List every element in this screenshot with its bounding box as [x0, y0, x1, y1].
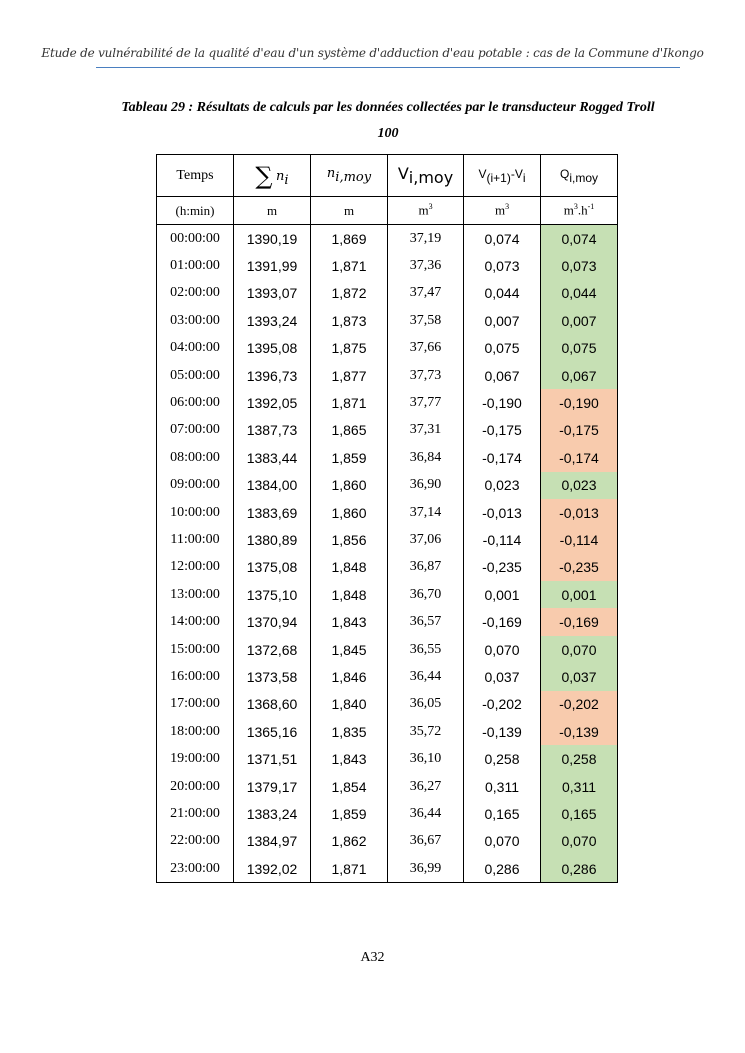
cell-n-moy: 1,843 — [311, 745, 388, 772]
cell-q-moy: 0,001 — [541, 581, 618, 608]
header-row-symbols — [157, 155, 618, 197]
cell-q-moy: -0,139 — [541, 718, 618, 745]
cell-q-moy: 0,070 — [541, 828, 618, 855]
cell-q-moy: 0,073 — [541, 252, 618, 279]
cell-time: 17:00:00 — [157, 691, 234, 718]
table-row — [157, 280, 618, 307]
table-row — [157, 554, 618, 581]
cell-q-moy: -0,174 — [541, 444, 618, 471]
cell-sum-n: 1392,02 — [234, 855, 311, 883]
cell-q-moy: 0,311 — [541, 773, 618, 800]
cell-n-moy: 1,871 — [311, 252, 388, 279]
cell-sum-n: 1383,69 — [234, 499, 311, 526]
cell-time: 03:00:00 — [157, 307, 234, 334]
cell-delta-v: -0,174 — [464, 444, 541, 471]
cell-q-moy: 0,067 — [541, 362, 618, 389]
cell-sum-n: 1371,51 — [234, 745, 311, 772]
cell-v-moy: 37,73 — [388, 362, 464, 389]
cell-q-moy: 0,165 — [541, 800, 618, 827]
table-row — [157, 773, 618, 800]
cell-delta-v: 0,311 — [464, 773, 541, 800]
cell-time: 10:00:00 — [157, 499, 234, 526]
cell-q-moy: -0,235 — [541, 554, 618, 581]
table-row — [157, 444, 618, 471]
cell-sum-n: 1383,24 — [234, 800, 311, 827]
cell-v-moy: 36,84 — [388, 444, 464, 471]
cell-delta-v: -0,139 — [464, 718, 541, 745]
cell-sum-n: 1392,05 — [234, 389, 311, 416]
cell-time: 06:00:00 — [157, 389, 234, 416]
cell-q-moy: -0,013 — [541, 499, 618, 526]
cell-delta-v: 0,007 — [464, 307, 541, 334]
cell-q-moy: 0,286 — [541, 855, 618, 883]
cell-time: 12:00:00 — [157, 554, 234, 581]
table-row — [157, 526, 618, 553]
table-row — [157, 335, 618, 362]
page-number: A32 — [360, 950, 385, 965]
cell-q-moy: -0,190 — [541, 389, 618, 416]
table-body — [157, 225, 618, 883]
cell-delta-v: 0,067 — [464, 362, 541, 389]
cell-v-moy: 36,87 — [388, 554, 464, 581]
col-header-q-moy: $Q_{i,moy}$ — [541, 155, 618, 197]
cell-v-moy: 36,27 — [388, 773, 464, 800]
cell-v-moy: 36,55 — [388, 636, 464, 663]
cell-sum-n: 1375,10 — [234, 581, 311, 608]
cell-sum-n: 1380,89 — [234, 526, 311, 553]
cell-n-moy: 1,865 — [311, 417, 388, 444]
cell-time: 14:00:00 — [157, 608, 234, 635]
cell-delta-v: 0,286 — [464, 855, 541, 883]
cell-sum-n: 1384,97 — [234, 828, 311, 855]
cell-time: 18:00:00 — [157, 718, 234, 745]
cell-n-moy: 1,840 — [311, 691, 388, 718]
cell-time: 08:00:00 — [157, 444, 234, 471]
table-row — [157, 663, 618, 690]
table-row — [157, 417, 618, 444]
col-header-time: Temps — [157, 155, 234, 197]
running-header: Etude de vulnérabilité de la qualité d'eau d'un système d'adduction d'eau potable : cas de la Commune d'Ikongo — [41, 46, 704, 60]
cell-sum-n: 1396,73 — [234, 362, 311, 389]
cell-delta-v: 0,001 — [464, 581, 541, 608]
table-row — [157, 307, 618, 334]
cell-sum-n: 1379,17 — [234, 773, 311, 800]
cell-delta-v: -0,013 — [464, 499, 541, 526]
cell-v-moy: 37,31 — [388, 417, 464, 444]
cell-sum-n: 1395,08 — [234, 335, 311, 362]
cell-sum-n: 1390,19 — [234, 225, 311, 253]
cell-v-moy: 36,70 — [388, 581, 464, 608]
cell-delta-v: -0,235 — [464, 554, 541, 581]
unit-v-moy: $m^3$ — [388, 197, 464, 225]
table-row — [157, 472, 618, 499]
cell-delta-v: 0,070 — [464, 828, 541, 855]
cell-n-moy: 1,859 — [311, 444, 388, 471]
table-row — [157, 252, 618, 279]
cell-delta-v: -0,175 — [464, 417, 541, 444]
cell-sum-n: 1387,73 — [234, 417, 311, 444]
cell-time: 04:00:00 — [157, 335, 234, 362]
results-table — [156, 154, 618, 883]
cell-sum-n: 1391,99 — [234, 252, 311, 279]
table-row — [157, 581, 618, 608]
cell-n-moy: 1,877 — [311, 362, 388, 389]
col-header-v-moy: $V_{i,moy}$ — [388, 155, 464, 197]
table-row — [157, 745, 618, 772]
cell-delta-v: 0,074 — [464, 225, 541, 253]
col-header-delta-v: $V_{(i+1)}-V_i$ — [464, 155, 541, 197]
cell-time: 11:00:00 — [157, 526, 234, 553]
cell-sum-n: 1375,08 — [234, 554, 311, 581]
cell-time: 13:00:00 — [157, 581, 234, 608]
unit-n-moy: m — [311, 197, 388, 225]
cell-n-moy: 1,873 — [311, 307, 388, 334]
cell-q-moy: 0,074 — [541, 225, 618, 253]
header-row-units — [157, 197, 618, 225]
table-row — [157, 225, 618, 253]
cell-n-moy: 1,875 — [311, 335, 388, 362]
cell-time: 20:00:00 — [157, 773, 234, 800]
cell-time: 15:00:00 — [157, 636, 234, 663]
cell-sum-n: 1368,60 — [234, 691, 311, 718]
cell-v-moy: 36,99 — [388, 855, 464, 883]
cell-sum-n: 1393,07 — [234, 280, 311, 307]
cell-n-moy: 1,835 — [311, 718, 388, 745]
cell-sum-n: 1365,16 — [234, 718, 311, 745]
cell-v-moy: 36,44 — [388, 663, 464, 690]
cell-v-moy: 36,90 — [388, 472, 464, 499]
cell-n-moy: 1,872 — [311, 280, 388, 307]
cell-v-moy: 36,67 — [388, 828, 464, 855]
cell-delta-v: 0,044 — [464, 280, 541, 307]
cell-n-moy: 1,856 — [311, 526, 388, 553]
cell-n-moy: 1,860 — [311, 472, 388, 499]
cell-delta-v: -0,114 — [464, 526, 541, 553]
col-header-n-moy: $n_{i,moy}$ — [311, 155, 388, 197]
cell-sum-n: 1373,58 — [234, 663, 311, 690]
cell-time: 05:00:00 — [157, 362, 234, 389]
cell-q-moy: -0,202 — [541, 691, 618, 718]
cell-v-moy: 37,14 — [388, 499, 464, 526]
cell-v-moy: 35,72 — [388, 718, 464, 745]
cell-v-moy: 37,19 — [388, 225, 464, 253]
cell-v-moy: 37,06 — [388, 526, 464, 553]
cell-time: 21:00:00 — [157, 800, 234, 827]
table-row — [157, 855, 618, 883]
table-row — [157, 362, 618, 389]
cell-time: 02:00:00 — [157, 280, 234, 307]
unit-time: (h:min) — [157, 197, 234, 225]
cell-sum-n: 1370,94 — [234, 608, 311, 635]
cell-n-moy: 1,854 — [311, 773, 388, 800]
cell-n-moy: 1,860 — [311, 499, 388, 526]
cell-delta-v: 0,070 — [464, 636, 541, 663]
cell-time: 00:00:00 — [157, 225, 234, 253]
cell-time: 01:00:00 — [157, 252, 234, 279]
cell-delta-v: 0,165 — [464, 800, 541, 827]
cell-time: 19:00:00 — [157, 745, 234, 772]
cell-n-moy: 1,871 — [311, 855, 388, 883]
cell-q-moy: 0,007 — [541, 307, 618, 334]
cell-delta-v: -0,202 — [464, 691, 541, 718]
table-row — [157, 718, 618, 745]
cell-q-moy: 0,023 — [541, 472, 618, 499]
table-row — [157, 608, 618, 635]
header-rule — [96, 67, 680, 68]
cell-v-moy: 37,58 — [388, 307, 464, 334]
cell-v-moy: 37,47 — [388, 280, 464, 307]
table-row — [157, 828, 618, 855]
col-header-sum-n: ∑ $n_i$ — [234, 155, 311, 197]
cell-q-moy: 0,258 — [541, 745, 618, 772]
cell-q-moy: 0,037 — [541, 663, 618, 690]
cell-n-moy: 1,848 — [311, 554, 388, 581]
cell-v-moy: 36,44 — [388, 800, 464, 827]
cell-v-moy: 37,36 — [388, 252, 464, 279]
caption-line-2: 100 — [377, 126, 399, 141]
cell-n-moy: 1,862 — [311, 828, 388, 855]
cell-time: 23:00:00 — [157, 855, 234, 883]
cell-delta-v: 0,258 — [464, 745, 541, 772]
table-row — [157, 499, 618, 526]
cell-delta-v: 0,073 — [464, 252, 541, 279]
cell-time: 07:00:00 — [157, 417, 234, 444]
table-row — [157, 636, 618, 663]
table-caption — [96, 95, 680, 147]
cell-n-moy: 1,848 — [311, 581, 388, 608]
cell-n-moy: 1,869 — [311, 225, 388, 253]
cell-n-moy: 1,859 — [311, 800, 388, 827]
cell-q-moy: 0,044 — [541, 280, 618, 307]
unit-q-moy: $m^3.h^{-1}$ — [541, 197, 618, 225]
cell-q-moy: -0,169 — [541, 608, 618, 635]
cell-v-moy: 36,10 — [388, 745, 464, 772]
cell-n-moy: 1,871 — [311, 389, 388, 416]
cell-v-moy: 36,05 — [388, 691, 464, 718]
unit-delta-v: $m^3$ — [464, 197, 541, 225]
cell-v-moy: 36,57 — [388, 608, 464, 635]
cell-v-moy: 37,77 — [388, 389, 464, 416]
cell-v-moy: 37,66 — [388, 335, 464, 362]
cell-sum-n: 1383,44 — [234, 444, 311, 471]
cell-sum-n: 1372,68 — [234, 636, 311, 663]
cell-n-moy: 1,846 — [311, 663, 388, 690]
cell-delta-v: -0,190 — [464, 389, 541, 416]
table-row — [157, 800, 618, 827]
cell-n-moy: 1,845 — [311, 636, 388, 663]
table-row — [157, 389, 618, 416]
table-row — [157, 691, 618, 718]
cell-delta-v: 0,075 — [464, 335, 541, 362]
cell-time: 09:00:00 — [157, 472, 234, 499]
cell-delta-v: -0,169 — [464, 608, 541, 635]
cell-q-moy: -0,175 — [541, 417, 618, 444]
cell-q-moy: -0,114 — [541, 526, 618, 553]
unit-sum-n: m — [234, 197, 311, 225]
cell-n-moy: 1,843 — [311, 608, 388, 635]
cell-time: 22:00:00 — [157, 828, 234, 855]
cell-delta-v: 0,037 — [464, 663, 541, 690]
cell-delta-v: 0,023 — [464, 472, 541, 499]
cell-time: 16:00:00 — [157, 663, 234, 690]
cell-sum-n: 1384,00 — [234, 472, 311, 499]
cell-q-moy: 0,075 — [541, 335, 618, 362]
cell-sum-n: 1393,24 — [234, 307, 311, 334]
cell-q-moy: 0,070 — [541, 636, 618, 663]
caption-line-1: Tableau 29 : Résultats de calculs par les données collectées par le transducteur Rogged Troll — [121, 100, 655, 115]
